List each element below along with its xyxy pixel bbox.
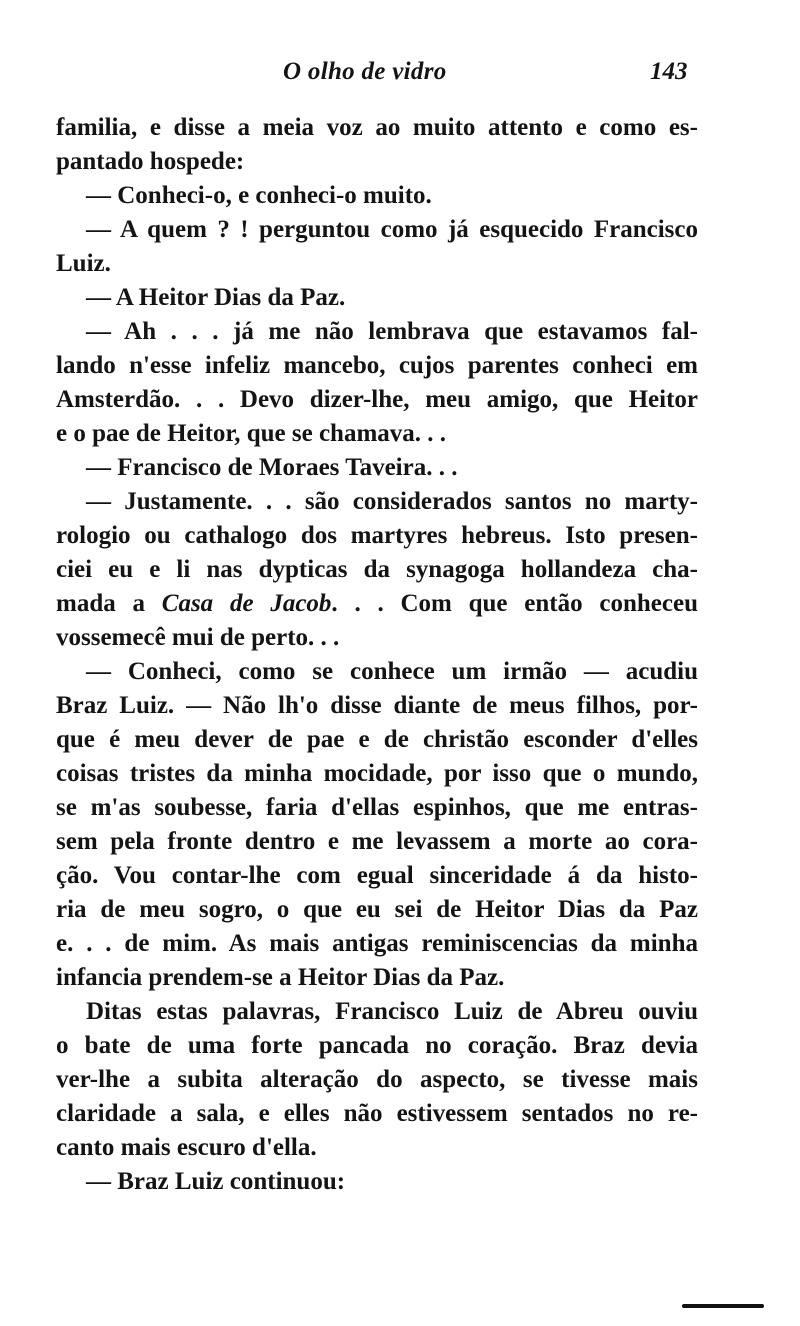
text-line: Amsterdão. . . Devo dizer-lhe, meu amigo, que Heitor <box>56 386 698 413</box>
text-line: canto mais escuro d'ella. <box>56 1134 317 1161</box>
text-line: o bate de uma forte pancada no coração. Braz devia <box>56 1032 698 1059</box>
text-line: — Braz Luiz continuou: <box>86 1168 346 1195</box>
text-line: e. . . de mim. As mais antigas reminiscencias da minha <box>56 930 698 957</box>
text-line: familia, e disse a meia voz ao muito attento e como es- <box>56 114 698 141</box>
text-line-with-italic <box>56 587 698 621</box>
scan-artifact <box>682 1304 764 1308</box>
text-fragment: mada a <box>56 590 162 617</box>
text-fragment: . . . Com que então conheceu <box>331 590 698 617</box>
text-line: ver-lhe a subita alteração do aspecto, se tivesse mais <box>56 1066 698 1093</box>
text-line: — Conheci-o, e conheci-o muito. <box>86 182 432 209</box>
text-line: coisas tristes da minha mocidade, por isso que o mundo, <box>56 760 698 787</box>
text-line: — Justamente. . . são considerados santos no marty- <box>86 488 698 515</box>
text-line: claridade a sala, e elles não estivessem sentados no re- <box>56 1100 698 1127</box>
italic-title: Casa de Jacob <box>161 590 332 617</box>
text-line: que é meu dever de pae e de christão esconder d'elles <box>56 726 698 753</box>
text-line: Braz Luiz. — Não lh'o disse diante de meus filhos, por- <box>56 692 698 719</box>
text-line: pantado hospede: <box>56 148 245 175</box>
body-text <box>56 111 698 1199</box>
text-line: — A Heitor Dias da Paz. <box>86 284 346 311</box>
text-line: Ditas estas palavras, Francisco Luiz de Abreu ouviu <box>86 998 698 1025</box>
text-line: se m'as soubesse, faria d'ellas espinhos, que me entras- <box>56 794 698 821</box>
text-line: — Conheci, como se conhece um irmão — acudiu <box>86 658 698 685</box>
text-line: e o pae de Heitor, que se chamava. . . <box>56 420 447 447</box>
text-line: ção. Vou contar-lhe com egual sinceridade á da histo- <box>56 862 698 889</box>
text-line: Luiz. <box>56 250 111 277</box>
text-line: infancia prendem-se a Heitor Dias da Paz. <box>56 964 505 991</box>
text-line: — Francisco de Moraes Taveira. . . <box>86 454 458 481</box>
text-line: vossemecê mui de perto. . . <box>56 624 340 651</box>
page-number: 143 <box>650 58 688 85</box>
text-line: — A quem ? ! perguntou como já esquecido Francisco <box>86 216 698 243</box>
text-line: sem pela fronte dentro e me levassem a morte ao cora- <box>56 828 698 855</box>
text-line: ciei eu e li nas dypticas da synagoga hollandeza cha- <box>56 556 698 583</box>
text-line: lando n'esse infeliz mancebo, cujos parentes conheci em <box>56 352 698 379</box>
running-title: O olho de vidro <box>283 58 447 85</box>
page-header <box>0 58 800 94</box>
text-line: rologio ou cathalogo dos martyres hebreus. Isto presen- <box>56 522 698 549</box>
text-line: — Ah . . . já me não lembrava que estavamos fal- <box>86 318 698 345</box>
text-line: ria de meu sogro, o que eu sei de Heitor Dias da Paz <box>56 896 698 923</box>
